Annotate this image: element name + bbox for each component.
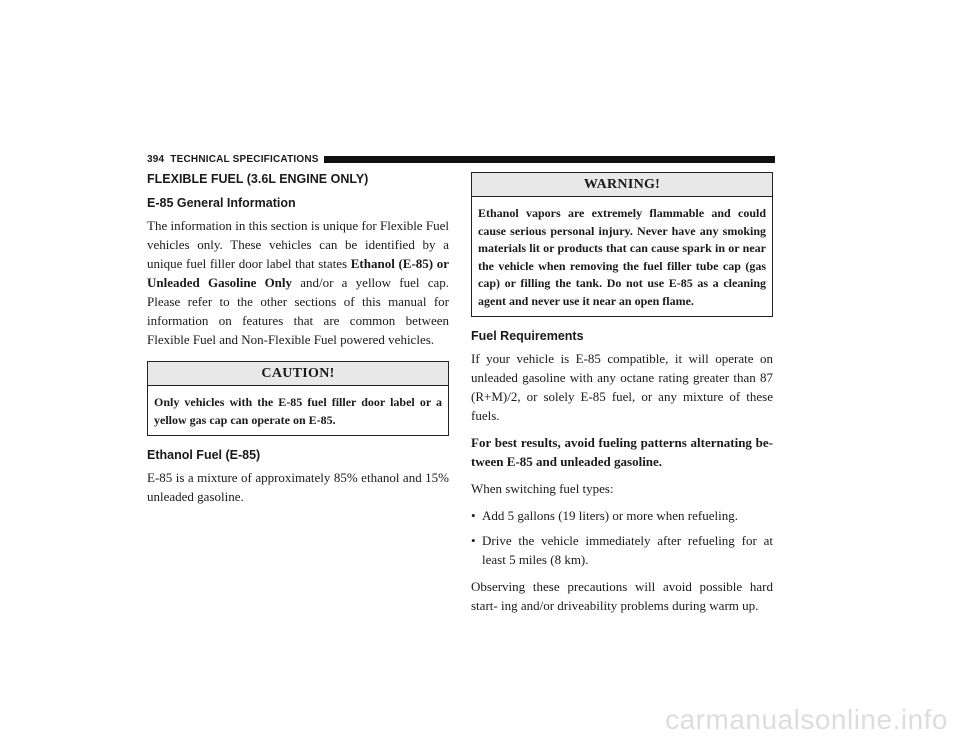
list-item: • Add 5 gallons (19 liters) or more when refueling. <box>471 506 773 525</box>
list-item: • Drive the vehicle immediately after refueling for at least 5 miles (8 km). <box>471 531 773 569</box>
closing-paragraph: Observing these precautions will avoid possible hard start- ing and/or driveability problems during warm up. <box>471 579 773 613</box>
left-column <box>147 172 449 514</box>
header-rule <box>324 156 775 163</box>
caution-title: CAUTION! <box>148 362 448 386</box>
page-number: 394 <box>147 153 165 165</box>
right-column <box>471 172 773 623</box>
section-title: TECHNICAL SPECIFICATIONS <box>170 153 319 165</box>
watermark-text: carmanualsonline.info <box>665 704 948 735</box>
switching-intro: When switching fuel types: <box>471 481 614 496</box>
caution-box <box>147 361 449 436</box>
intro-paragraph: The information in this section is unique for Flexible Fuel vehicles only. These vehicles can be identified by a unique fuel filler door label that states Ethanol (E-85) or Unleaded Gasoline Only and/or a yellow fuel cap. Please refer to the other sections of this manual for information on features that are common between Flexible Fuel and Non-Flexible Fuel powered vehicles. <box>147 218 450 347</box>
fuel-requirements-heading: Fuel Requirements <box>471 329 584 343</box>
e85-general-heading: E-85 General Information <box>147 196 296 210</box>
best-results-paragraph: For best results, avoid fueling patterns alternating be- tween E-85 and unleaded gasoline. <box>471 435 773 469</box>
caution-text: Only vehicles with the E-85 fuel filler door label or a yellow gas cap can operate on E-85. <box>154 395 442 427</box>
switching-list <box>471 506 773 569</box>
warning-text: Ethanol vapors are extremely flammable and could cause serious personal injury. Never have any smoking materials lit or products that can cause spark in or near the vehicle when removing the fuel filler tube cap (gas cap) or filling the tank. Do not use E-85 as a cleaning agent and never use it near an open flame. <box>478 206 766 308</box>
warning-box <box>471 172 773 317</box>
label-text: Ethanol (E-85) or Unleaded Gasoline Only <box>147 256 450 290</box>
requirements-paragraph: If your vehicle is E-85 compatible, it will operate on unleaded gasoline with any octane rating greater than 87 (R+M)/2, or solely E-85 fuel, or any mixture of these fuels. <box>471 351 773 423</box>
warning-title: WARNING! <box>472 173 772 197</box>
main-heading: FLEXIBLE FUEL (3.6L ENGINE ONLY) <box>147 172 369 186</box>
ethanol-fuel-heading: Ethanol Fuel (E-85) <box>147 448 261 462</box>
page-header <box>147 152 775 166</box>
ethanol-paragraph: E-85 is a mixture of approximately 85% ethanol and 15% unleaded gasoline. <box>147 470 449 504</box>
